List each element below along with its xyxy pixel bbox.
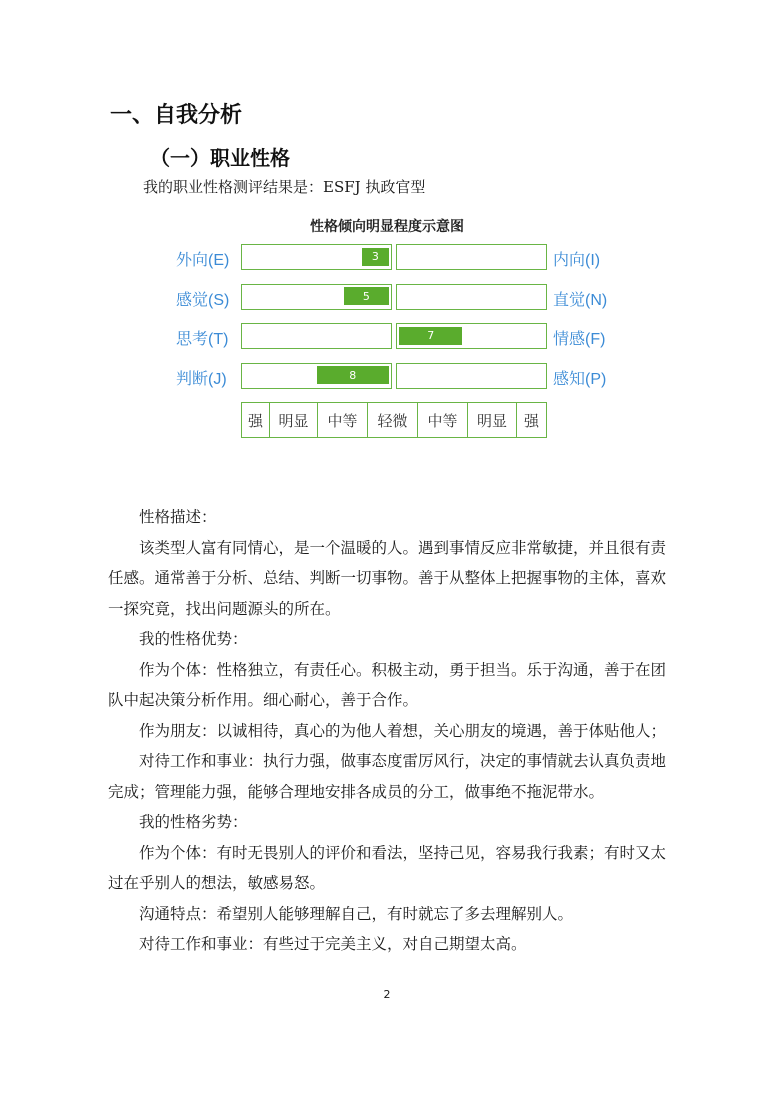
dimension-label-left: 外向(E) — [176, 252, 230, 269]
dimension-label-right: 情感(F) — [553, 331, 606, 348]
scale-cell: 中等 — [418, 403, 468, 437]
body-text — [108, 502, 666, 960]
bar-fill: 8 — [317, 366, 389, 384]
scale-cell: 强 — [523, 411, 539, 430]
bar-track-left — [241, 244, 392, 270]
bar-fill: 7 — [399, 327, 462, 345]
scale-cell: 轻微 — [368, 403, 418, 437]
bar-fill: 5 — [344, 287, 389, 305]
paragraph: 作为个体：有时无畏别人的评价和看法，坚持己见，容易我行我素；有时又太过在乎别人的想法，敏感易怒。 — [108, 843, 667, 892]
dimension-label-left: 判断(J) — [176, 370, 227, 388]
page-number: 2 — [383, 988, 391, 1001]
dimension-label-left: 感觉(S) — [176, 291, 230, 309]
dimension-label-right: 直觉(N) — [553, 291, 608, 309]
intensity-scale — [241, 402, 547, 438]
scale-cell: 中等 — [318, 403, 368, 437]
paragraph: 对待工作和事业：执行力强，做事态度雷厉风行，决定的事情就去认真负责地完成；管理能力强，能够合理地安排各成员的分工，做事绝不拖泥带水。 — [108, 752, 667, 801]
bar-track-right — [396, 244, 547, 270]
paragraph: 对待工作和事业：有些过于完美主义，对自己期望太高。 — [139, 935, 527, 953]
bar-track-right — [396, 284, 547, 310]
bar-track-left — [241, 323, 392, 349]
dimension-label-right: 内向(I) — [553, 252, 601, 269]
paragraph: 作为个体：性格独立，有责任心。积极主动，勇于担当。乐于沟通，善于在团队中起决策分析作用。细心耐心，善于合作。 — [108, 660, 667, 709]
scale-cell: 强 — [242, 403, 270, 437]
bar-track-right — [396, 323, 547, 349]
scale-cell: 明显 — [270, 403, 318, 437]
paragraph: 我的性格优势： — [139, 630, 248, 648]
paragraph: 该类型人富有同情心，是一个温暖的人。遇到事情反应非常敏捷，并且很有责任感。通常善于分析、总结、判断一切事物。善于从整体上把握事物的主体，喜欢一探究竟，找出问题源头的所在。 — [108, 538, 667, 618]
section-heading: 一、自我分析 — [110, 103, 243, 128]
paragraph: 我的性格劣势： — [139, 813, 248, 831]
test-result-line: 我的职业性格测评结果是：ESFJ 执政官型 — [143, 178, 426, 196]
paragraph: 沟通特点：希望别人能够理解自己，有时就忘了多去理解别人。 — [139, 904, 574, 923]
subsection-heading: （一）职业性格 — [150, 146, 290, 170]
paragraph: 作为朋友：以诚相待，真心的为他人着想，关心朋友的境遇，善于体贴他人； — [139, 721, 667, 740]
scale-cell: 明显 — [468, 403, 517, 437]
paragraph: 性格描述： — [139, 508, 217, 526]
dimension-label-left: 思考(T) — [176, 331, 229, 348]
dimension-label-right: 感知(P) — [553, 370, 607, 388]
bar-track-left — [241, 284, 392, 310]
bar-track-right — [396, 363, 547, 389]
bar-fill: 3 — [362, 248, 389, 266]
chart-title: 性格倾向明显程度示意图 — [310, 219, 464, 235]
bar-track-left — [241, 363, 392, 389]
